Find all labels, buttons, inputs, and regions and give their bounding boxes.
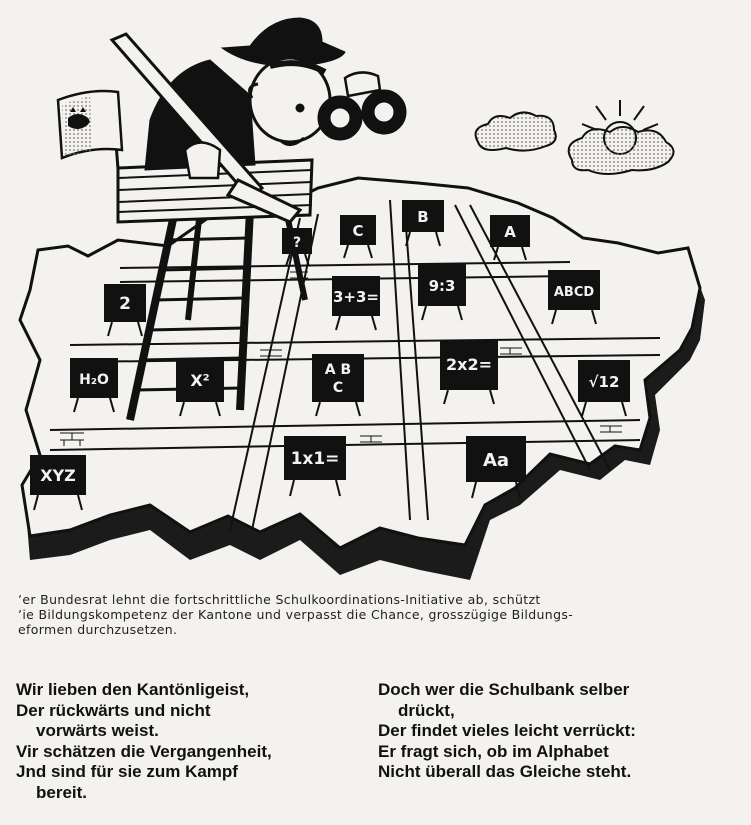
chalkboard-label: 2x2= [446, 355, 492, 374]
cartoon-caption [18, 592, 718, 637]
binoculars-icon [318, 72, 406, 140]
chalkboard-label: 2 [119, 294, 131, 314]
cloud-right [569, 127, 674, 174]
chalkboard-label: B [417, 208, 429, 226]
chalkboard-label: XYZ [40, 466, 76, 485]
chalkboard-label: 3+3= [332, 288, 380, 306]
caption-line: eformen durchzusetzen. [18, 622, 178, 637]
chalkboard-label: Aa [482, 450, 510, 471]
chalkboard-label: 9:3 [428, 277, 456, 295]
caption-line: ʼie Bildungskompetenz der Kantone und verpasst die Chance, grosszügige Bildungs- [18, 607, 574, 622]
chalkboard-label: 1x1= [290, 449, 340, 469]
poem-line: bereit. [36, 782, 88, 802]
chalkboard-label: C [332, 380, 344, 396]
chalkboard-label: X² [190, 371, 210, 390]
caption-line: ʼer Bundesrat lehnt die fortschrittliche Schulkoordinations-Initiative ab, schützt [18, 592, 541, 607]
poem-right-column [378, 680, 738, 783]
poem-line: Er fragt sich, ob im Alphabet [378, 741, 609, 761]
chalkboard-label: A [504, 223, 516, 241]
chalkboard-label: ? [292, 235, 302, 251]
poem-line: Der rückwärts und nicht [16, 700, 211, 720]
chalkboard-label: H₂O [79, 372, 109, 388]
poem-line: Wir lieben den Kantönligeist, [16, 680, 250, 699]
poem-line: Vir schätzen die Vergangenheit, [16, 741, 272, 761]
bern-flag [58, 91, 122, 220]
poem-line: Jnd sind für sie zum Kampf [16, 762, 238, 781]
poem-line: Der findet vieles leicht verrückt: [378, 721, 636, 740]
clouds-sun [476, 100, 674, 174]
poem-line: drückt, [398, 700, 455, 720]
chalkboard-label: A B [324, 362, 352, 378]
chalkboard-label: ABCD [553, 285, 595, 300]
poem-line: Doch wer die Schulbank selber [378, 680, 630, 699]
poem-line: vorwärts weist. [36, 721, 159, 740]
poem-left-column [16, 680, 366, 803]
chalkboard-label: √12 [588, 373, 620, 391]
chalkboard-label: C [352, 222, 364, 240]
poem-line: Nicht überall das Gleiche steht. [378, 762, 632, 781]
cloud-left [476, 112, 556, 150]
